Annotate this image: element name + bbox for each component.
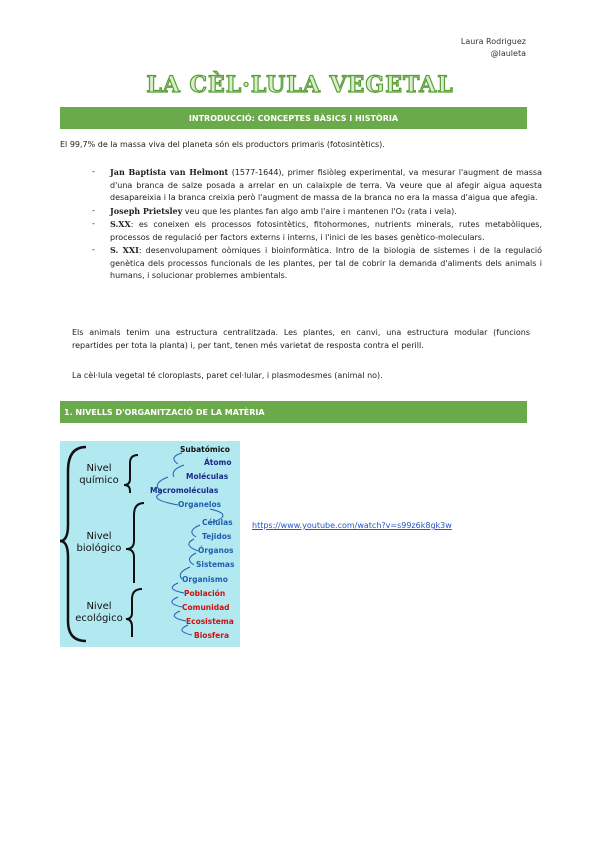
group-label-ecological (74, 601, 124, 625)
section-heading-levels: 1. NIVELLS D'ORGANITZACIÓ DE LA MATÈRIA (60, 401, 527, 423)
bullet-dash: - (92, 219, 95, 228)
history-text: : es coneixen els processos fotosintètics, fitohormones, nutrients minerals, rutes metabòliques, processos de regulació per factors externs i interns, i l'inici de les bases genètico-moleculars. (110, 220, 542, 242)
bullet-dash: - (92, 205, 95, 215)
level-label: Sistemas (196, 560, 235, 569)
author-block (461, 36, 526, 60)
group-label-line: químico (79, 475, 119, 486)
list-item (92, 218, 542, 244)
level-label: Subatómico (180, 445, 230, 454)
level-label: Órganos (198, 546, 234, 555)
structure-paragraph: Els animals tenim una estructura centralitzada. Les plantes, en canvi, una estructura modular (funcions repartides per tota la planta) i, per tant, tenen més varietat de resposta contra el perill. (72, 328, 530, 350)
list-item (92, 244, 542, 283)
author-handle: @lauleta (490, 49, 526, 58)
history-text: (1577-1644), primer fisiòleg experimental, va mesurar l'augment de massa d'una branca de salze posada a arrelar en un calaixple de terra. Va veure que al afegir aigua aquesta desapareixia i la branca creixia però l'augment de massa de la branca no era la massa d'aigua que afegia. (110, 168, 542, 202)
group-label-biological (74, 531, 124, 555)
chemical-brace (124, 455, 138, 493)
organization-levels-diagram (60, 441, 240, 647)
group-label-chemical (74, 463, 124, 487)
history-text: : desenvolupament oòmiques i bioinformàtica. Intro de la biologia de sistemes i de la regulació genètica dels processos funcionals de les plantes, per tal de cobrir la demanda d'aliments dels animals i humans, i solucionar problemes ambientals. (110, 246, 542, 280)
history-name: S. XXI (110, 245, 139, 255)
level-label: Organelos (178, 500, 222, 509)
level-label: Organismo (182, 575, 228, 584)
bullet-dash: - (92, 245, 95, 254)
list-item (92, 205, 542, 219)
history-text: veu que les plantes fan algo amb l'aire i mantenen l'O₂ (rata i vela). (182, 206, 457, 216)
cell-paragraph: La cèl·lula vegetal té cloroplasts, paret cel·lular, i plasmodesmes (animal no). (72, 371, 383, 380)
level-label: Biosfera (194, 631, 230, 640)
level-label: Células (202, 518, 233, 527)
history-name: S.XX (110, 219, 131, 229)
level-label: Población (184, 589, 226, 598)
ecological-brace (126, 589, 142, 637)
level-label: Átomo (204, 458, 232, 467)
author-name: Laura Rodriguez (460, 37, 526, 46)
group-label-line: biológico (76, 543, 122, 554)
history-list (92, 166, 542, 283)
level-label: Tejidos (202, 532, 232, 541)
level-label: Macromoléculas (150, 486, 219, 495)
level-label: Ecosistema (186, 617, 234, 626)
list-item (92, 166, 542, 205)
section-heading-intro: INTRODUCCIÓ: CONCEPTES BÀSICS I HISTÒRIA (60, 107, 527, 129)
level-label: Comunidad (182, 603, 230, 612)
group-label-line: ecológico (75, 613, 123, 624)
page-title: LA CÈL·LULA VEGETAL (146, 72, 454, 98)
group-label-line: Nivel (86, 531, 112, 542)
intro-paragraph: El 99,7% de la massa viva del planeta són els productors primaris (fotosintètics). (60, 140, 385, 149)
bullet-dash: - (92, 167, 95, 176)
youtube-link[interactable]: https://www.youtube.com/watch?v=s99z6k8gk3w (252, 521, 452, 530)
biological-brace (126, 503, 144, 583)
history-name: Jan Baptista van Helmont (110, 167, 229, 177)
group-label-line: Nivel (86, 601, 112, 612)
history-name: Joseph Prietsley (110, 205, 183, 216)
group-label-line: Nivel (86, 463, 112, 474)
level-label: Moléculas (186, 472, 229, 481)
